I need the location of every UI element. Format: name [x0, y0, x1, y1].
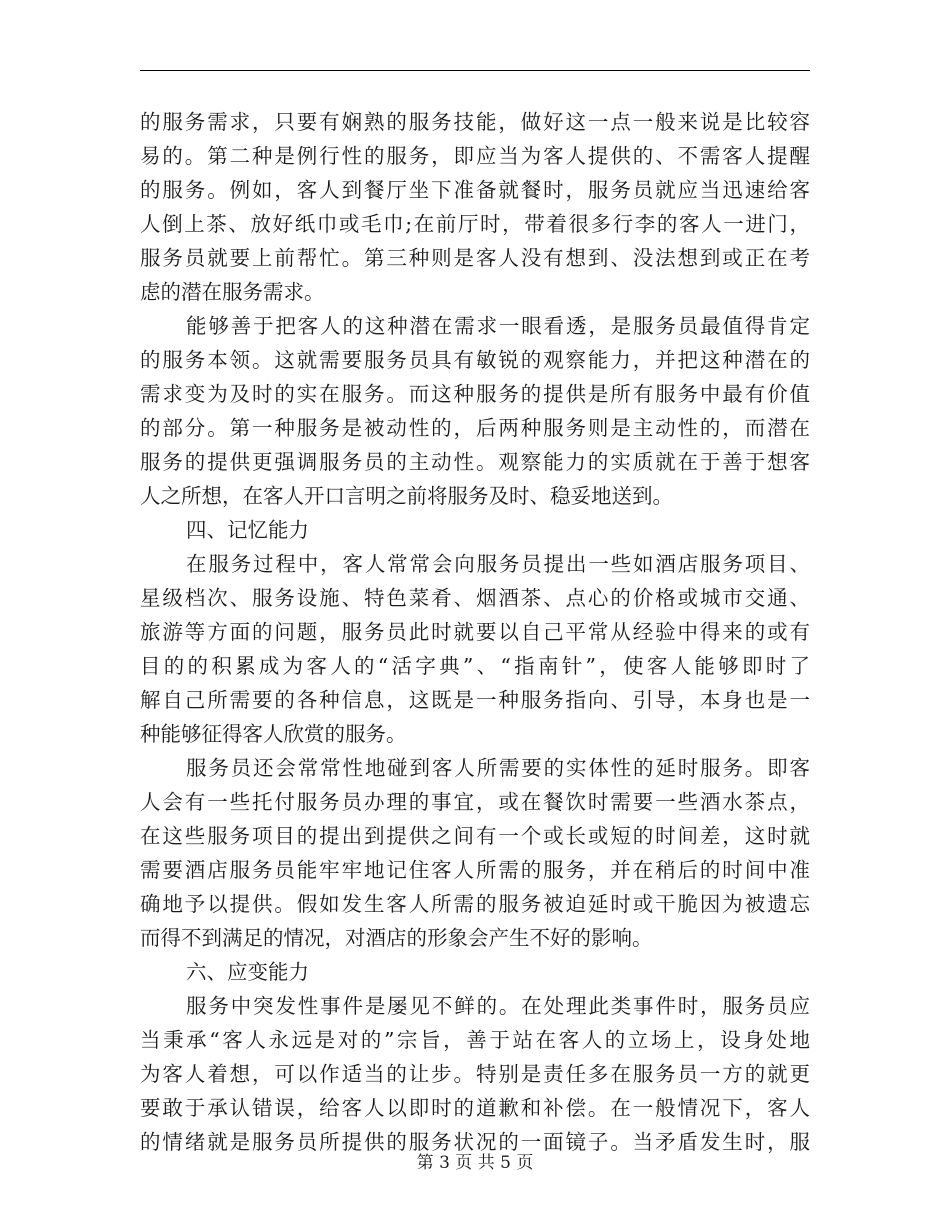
- text-line: 确地予以提供。假如发生客人所需的服务被迫延时或干脆因为被遗忘: [140, 892, 810, 916]
- text-line: 能够善于把客人的这种潜在需求一眼看透，是服务员最值得肯定: [186, 314, 810, 338]
- text-line: 为客人着想，可以作适当的让步。特别是责任多在服务员一方的就更: [140, 1062, 810, 1086]
- text-line: 的部分。第一种服务是被动性的，后两种服务则是主动性的，而潜在: [140, 416, 810, 440]
- text-line: 人倒上茶、放好纸巾或毛巾;在前厅时，带着很多行李的客人一进门，: [140, 212, 810, 236]
- text-line: 需求变为及时的实在服务。而这种服务的提供是所有服务中最有价值: [140, 382, 810, 406]
- text-line: 而得不到满足的情况，对酒店的形象会产生不好的影响。: [140, 926, 653, 950]
- text-line: 服务员还会常常性地碰到客人所需要的实体性的延时服务。即客: [186, 756, 810, 780]
- text-line: 服务中突发性事件是屡见不鲜的。在处理此类事件时，服务员应: [186, 994, 810, 1018]
- text-line: 在这些服务项目的提出到提供之间有一个或长或短的时间差，这时就: [140, 824, 810, 848]
- text-line: 人之所想，在客人开口言明之前将服务及时、稳妥地送到。: [140, 484, 673, 508]
- text-line: 需要酒店服务员能牢牢地记住客人所需的服务，并在稍后的时间中准: [140, 858, 810, 882]
- text-line: 易的。第二种是例行性的服务，即应当为客人提供的、不需客人提醒: [140, 144, 810, 168]
- text-line: 星级档次、服务设施、特色菜肴、烟酒茶、点心的价格或城市交通、: [140, 586, 810, 610]
- text-line: 的服务。例如，客人到餐厅坐下准备就餐时，服务员就应当迅速给客: [140, 178, 810, 202]
- text-line: 服务的提供更强调服务员的主动性。观察能力的实质就在于善于想客: [140, 450, 810, 474]
- text-line: 旅游等方面的问题，服务员此时就要以自己平常从经验中得来的或有: [140, 620, 810, 644]
- text-line: 四、记忆能力: [186, 518, 309, 542]
- page-number: 第 3 页 共 5 页: [416, 1153, 534, 1173]
- text-line: 六、应变能力: [186, 960, 309, 984]
- text-line: 在服务过程中，客人常常会向服务员提出一些如酒店服务项目、: [186, 552, 810, 576]
- text-line: 解自己所需要的各种信息，这既是一种服务指向、引导，本身也是一: [140, 688, 810, 712]
- text-line: 的服务需求，只要有娴熟的服务技能，做好这一点一般来说是比较容: [140, 110, 810, 134]
- text-line: 虑的潜在服务需求。: [140, 280, 325, 304]
- text-line: 的情绪就是服务员所提供的服务状况的一面镜子。当矛盾发生时，服: [140, 1130, 810, 1154]
- text-line: 服务员就要上前帮忙。第三种则是客人没有想到、没法想到或正在考: [140, 246, 810, 270]
- text-line: 的服务本领。这就需要服务员具有敏锐的观察能力，并把这种潜在的: [140, 348, 810, 372]
- document-body: [140, 105, 810, 1159]
- text-line: 目的的积累成为客人的“活字典”、“指南针”，使客人能够即时了: [140, 654, 810, 678]
- text-line: 人会有一些托付服务员办理的事宜，或在餐饮时需要一些酒水茶点，: [140, 790, 810, 814]
- header-rule: [140, 70, 810, 71]
- text-line: 当秉承“客人永远是对的”宗旨，善于站在客人的立场上，设身处地: [140, 1028, 810, 1052]
- text-line: 要敢于承认错误，给客人以即时的道歉和补偿。在一般情况下，客人: [140, 1096, 810, 1120]
- text-line: 种能够征得客人欣赏的服务。: [140, 722, 407, 746]
